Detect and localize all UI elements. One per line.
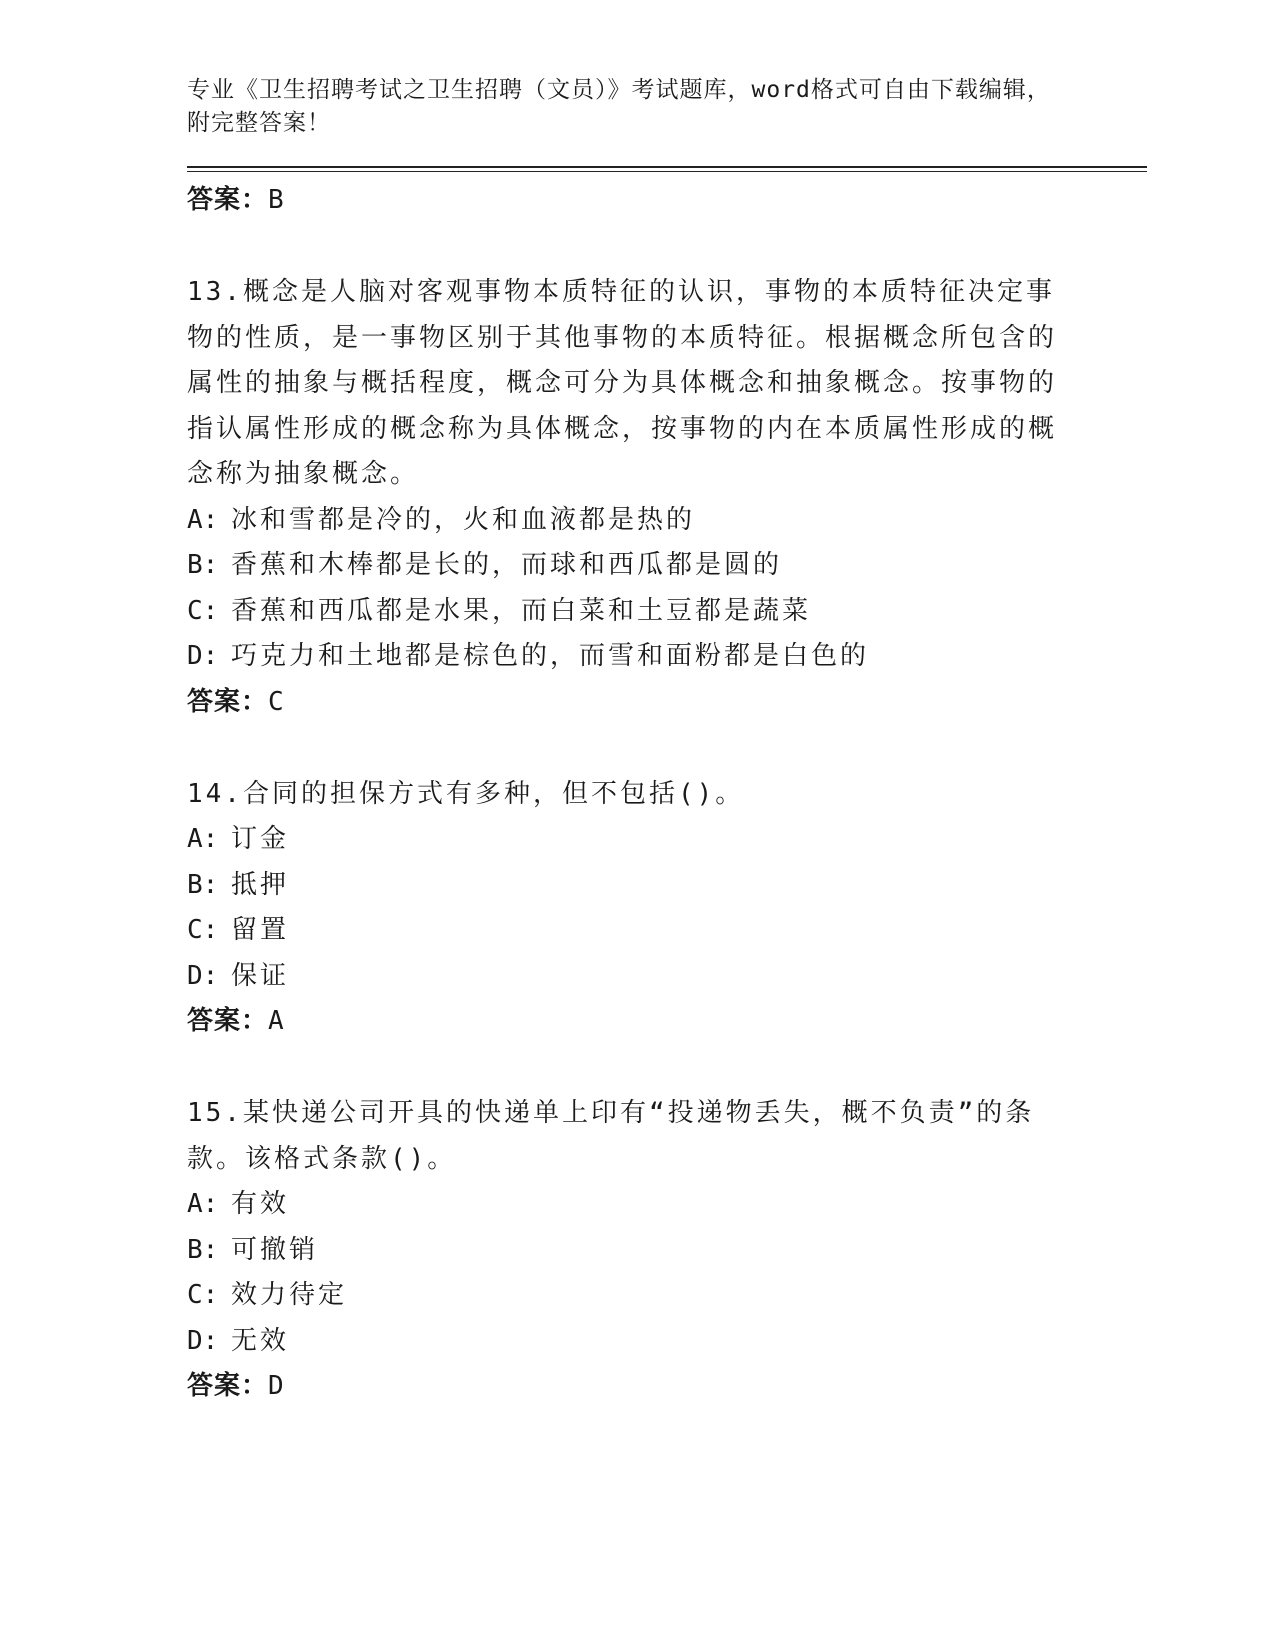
answer-value: C [268,686,285,717]
option-d [187,954,1147,1000]
header-divider [187,166,1147,172]
option-d [187,634,1147,680]
option-letter: D: [187,641,219,671]
option-letter: A: [187,824,219,854]
question-stem: 15.某快递公司开具的快递单上印有“投递物丢失，概不负责”的条款。该格式条款()。 [187,1098,1035,1174]
option-b [187,863,1147,909]
option-letter: B: [187,1234,219,1265]
option-a [187,1182,1147,1228]
option-letter: D: [187,960,219,991]
answer-label: 答案： [187,1371,269,1401]
option-b [187,543,1147,589]
option-letter: D: [187,1325,219,1356]
option-text: 抵押 [231,869,290,900]
answer-line [187,682,1147,722]
option-letter: B: [187,869,219,900]
option-text: 香蕉和木棒都是长的，而球和西瓜都是圆的 [231,550,783,580]
option-c [187,589,1147,635]
option-a [187,498,1147,544]
option-text: 巧克力和土地都是棕色的，而雪和面粉都是白色的 [231,641,870,671]
question-13 [187,270,1147,722]
option-letter: A: [187,1189,219,1219]
option-text: 可撤销 [231,1234,319,1265]
option-letter: C: [187,595,219,626]
option-letter: C: [187,1280,219,1310]
option-text: 无效 [231,1325,290,1356]
option-a [187,817,1147,863]
document-header: 专业《卫生招聘考试之卫生招聘（文员）》考试题库，word格式可自由下载编辑，附完整答案！ [187,77,1051,136]
option-text: 留置 [231,915,290,945]
option-text: 有效 [231,1189,290,1219]
answer-label: 答案： [187,185,269,215]
option-b [187,1228,1147,1274]
answer-value: A [268,1006,285,1036]
option-text: 订金 [231,824,290,854]
option-text: 香蕉和西瓜都是水果，而白菜和土豆都是蔬菜 [231,595,812,626]
answer-value: B [268,185,285,215]
option-c [187,1273,1147,1319]
answer-line [187,180,1147,220]
question-stem: 14.合同的担保方式有多种，但不包括()。 [187,778,745,809]
question-stem: 13.概念是人脑对客观事物本质特征的认识，事物的本质特征决定事物的性质，是一事物区别于其他事物的本质特征。根据概念所包含的属性的抽象与概括程度，概念可分为具体概念和抽象概念。按事物的指认属性形成的概念称为具体概念，按事物的内在本质属性形成的概念称为抽象概念。 [187,277,1058,489]
answer-value: D [268,1371,285,1401]
option-text: 冰和雪都是冷的，火和血液都是热的 [231,504,696,535]
option-text: 效力待定 [231,1280,348,1310]
option-letter: B: [187,550,219,580]
answer-line [187,1001,1147,1041]
option-letter: C: [187,915,219,945]
question-15 [187,1091,1147,1406]
option-text: 保证 [231,960,290,991]
answer-label: 答案： [187,686,269,717]
question-14 [187,772,1147,1042]
document-page [187,0,1147,1406]
answer-line [187,1366,1147,1406]
option-c [187,908,1147,954]
answer-label: 答案： [187,1006,269,1036]
option-letter: A: [187,504,219,535]
option-d [187,1319,1147,1365]
